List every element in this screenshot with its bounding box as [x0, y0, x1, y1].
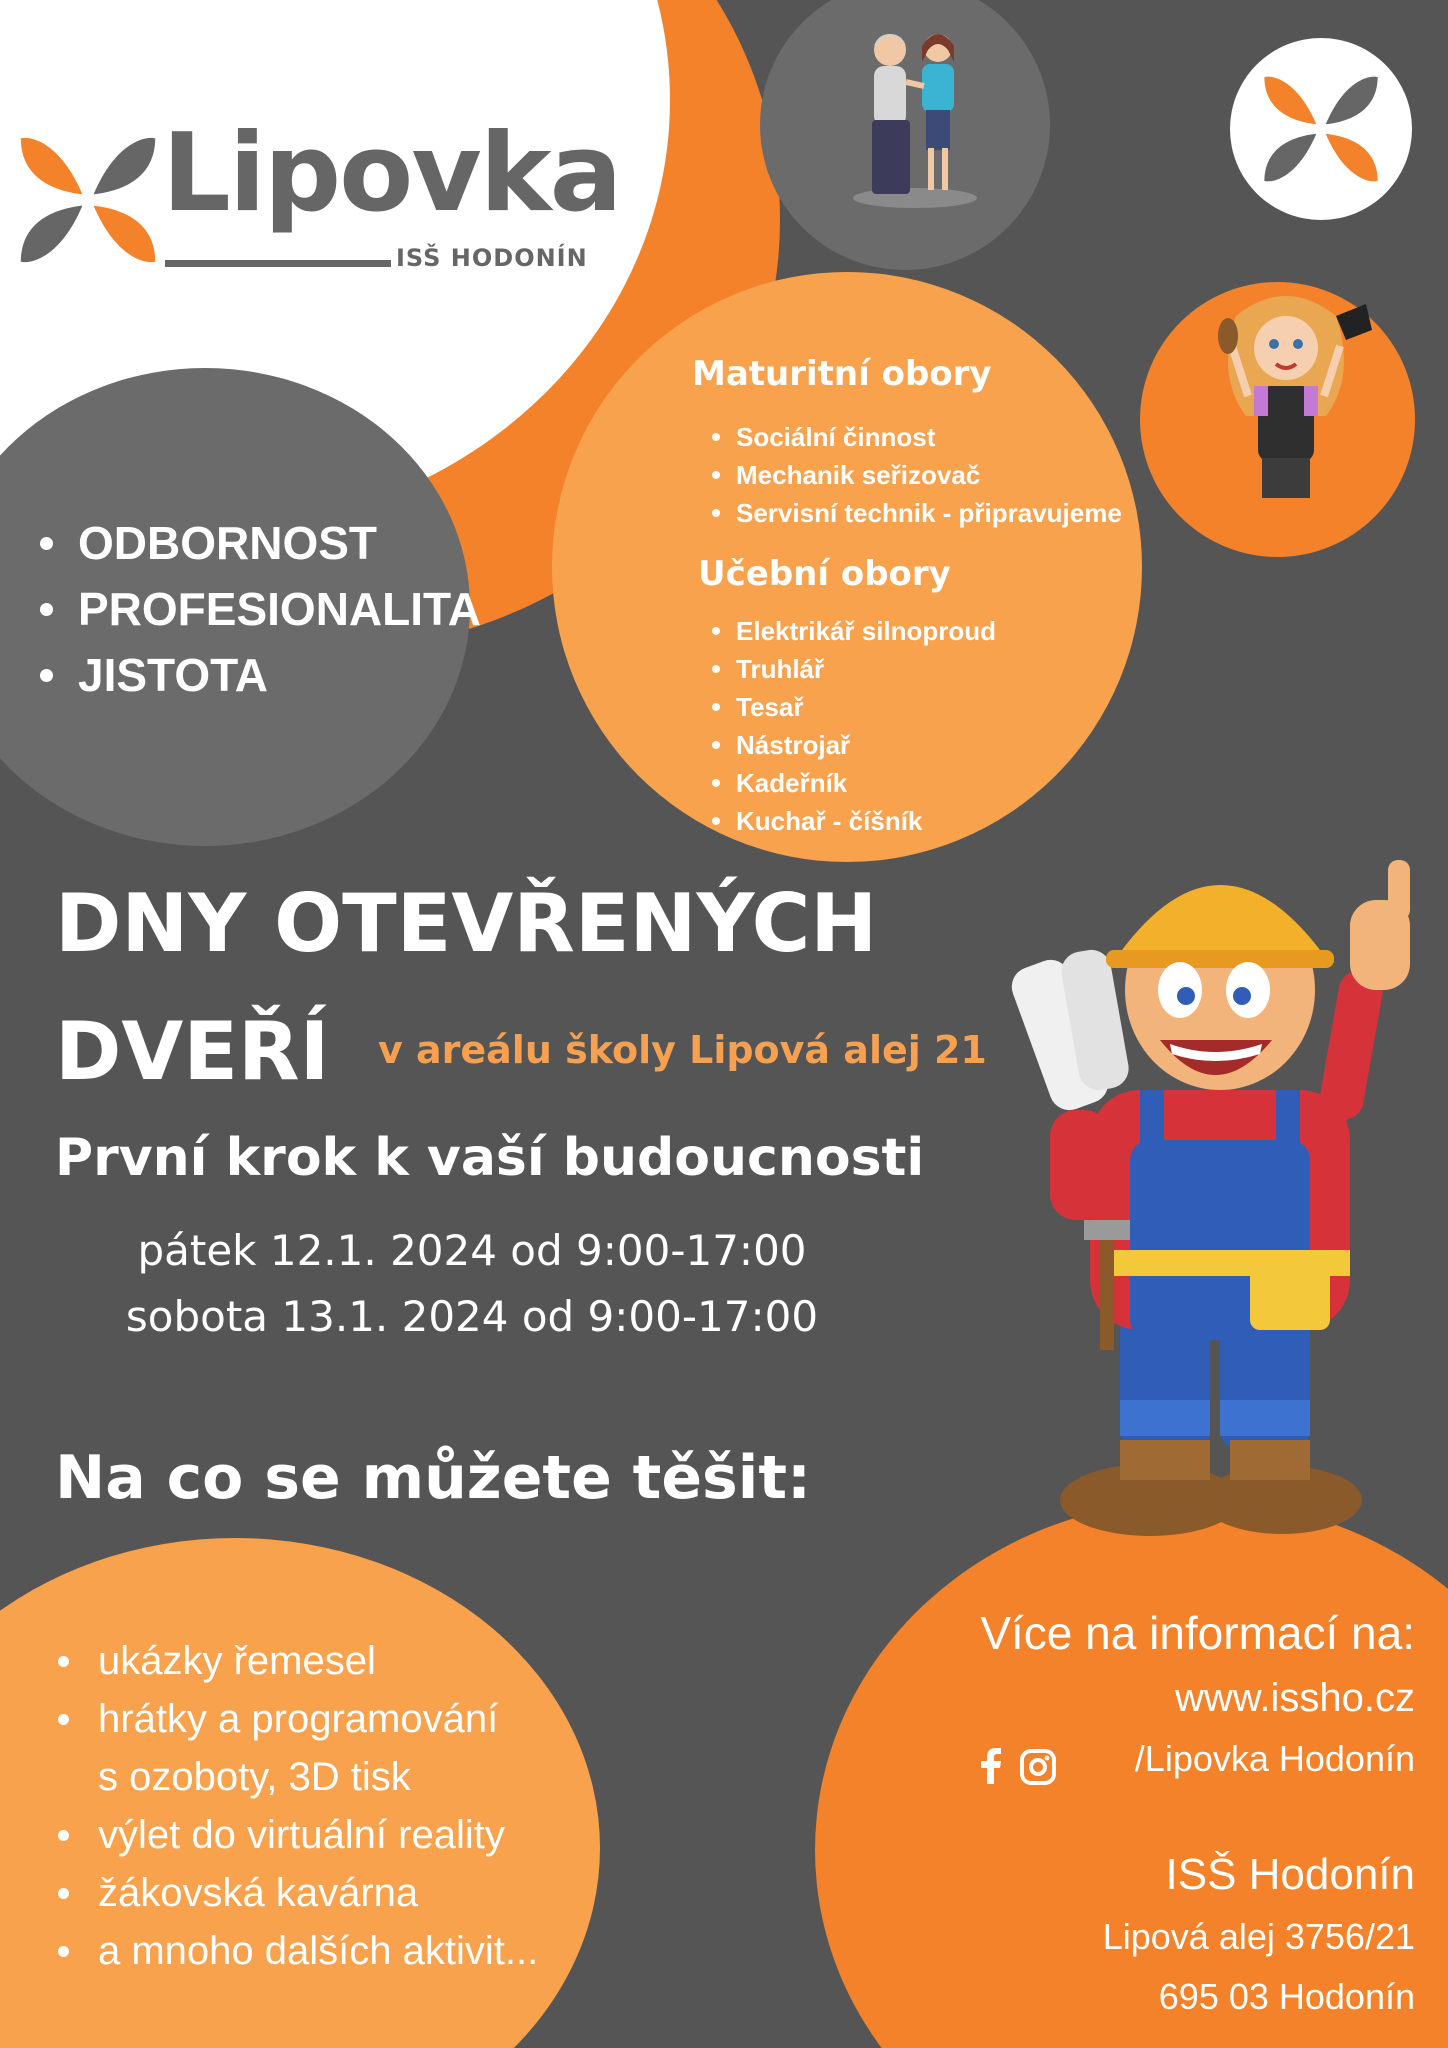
program-item [712, 650, 996, 688]
pillar-label: JISTOTA [78, 649, 268, 701]
logo-name: Lipovka [162, 111, 621, 236]
program-label: Mechanik seřizovač [736, 460, 981, 490]
address-line1: Lipová alej 3756/21 [1102, 1916, 1415, 1957]
pillar-item [40, 642, 481, 708]
logo-underline [165, 260, 391, 267]
activity-label: hrátky a programování [98, 1697, 499, 1741]
activity-label: a mnoho dalších aktivit... [98, 1929, 539, 1973]
event-date-saturday: sobota 13.1. 2024 od 9:00-17:00 [125, 1292, 819, 1341]
activity-item-continuation [58, 1748, 538, 1806]
pillar-item [40, 510, 481, 576]
activity-label: žákovská kavárna [98, 1871, 419, 1915]
program-label: Elektrikář silnoproud [736, 616, 997, 646]
elderly-care-illustration [850, 22, 980, 212]
event-date-friday: pátek 12.1. 2024 od 9:00-17:00 [137, 1226, 807, 1275]
instagram-icon[interactable] [1019, 1748, 1057, 1786]
activities-list [58, 1632, 538, 1980]
four-leaf-logo-icon [1262, 70, 1380, 188]
program-label: Sociální činnost [736, 422, 936, 452]
program-label: Kadeřník [736, 768, 848, 798]
pillar-item [40, 576, 481, 642]
activity-item [58, 1690, 538, 1748]
construction-worker-illustration [1010, 840, 1448, 1560]
program-label: Nástrojař [736, 730, 851, 760]
pillars-list [40, 510, 481, 708]
program-item [712, 418, 1122, 456]
program-item [712, 764, 996, 802]
maturitni-list [712, 418, 1122, 532]
social-icons [980, 1748, 1057, 1786]
pillar-label: ODBORNOST [78, 517, 377, 569]
program-label: Truhlář [736, 654, 825, 684]
address-line2: 695 03 Hodonín [1158, 1976, 1415, 2017]
program-item [712, 802, 996, 840]
program-label: Kuchař - číšník [736, 806, 923, 836]
maturitni-heading: Maturitní obory [692, 354, 992, 394]
activity-label: výlet do virtuální reality [98, 1813, 505, 1857]
four-leaf-logo-icon [18, 130, 158, 270]
facebook-icon[interactable] [980, 1748, 1002, 1784]
activity-item [58, 1806, 538, 1864]
logo-subtitle: ISŠ HODONÍN [396, 244, 588, 272]
event-subtitle: První krok k vaší budoucnosti [55, 1128, 925, 1188]
program-item [712, 688, 996, 726]
ucebni-list [712, 612, 996, 840]
program-item [712, 494, 1122, 532]
program-label: Servisní technik - připravujeme [736, 498, 1122, 528]
activity-item [58, 1922, 538, 1980]
more-info-heading: Více na informací na: [980, 1607, 1415, 1659]
activity-item [58, 1632, 538, 1690]
pillar-label: PROFESIONALITA [78, 583, 481, 635]
activities-heading: Na co se můžete těšit: [55, 1443, 812, 1513]
hairdresser-illustration [1196, 286, 1376, 516]
program-item [712, 612, 996, 650]
activity-label: s ozoboty, 3D tisk [98, 1755, 411, 1799]
activity-label: ukázky řemesel [98, 1639, 376, 1683]
program-item [712, 456, 1122, 494]
program-label: Tesař [736, 692, 804, 722]
event-title-line2: DVEŘÍ [55, 1005, 330, 1098]
social-handle[interactable]: /Lipovka Hodonín [1134, 1738, 1415, 1779]
website-link[interactable]: www.issho.cz [1174, 1676, 1415, 1720]
ucebni-heading: Učební obory [698, 554, 951, 594]
activity-item [58, 1864, 538, 1922]
school-name: ISŠ Hodonín [1165, 1850, 1415, 1899]
program-item [712, 726, 996, 764]
event-venue: v areálu školy Lipová alej 21 [378, 1028, 987, 1072]
event-title-line1: DNY OTEVŘENÝCH [55, 877, 878, 970]
